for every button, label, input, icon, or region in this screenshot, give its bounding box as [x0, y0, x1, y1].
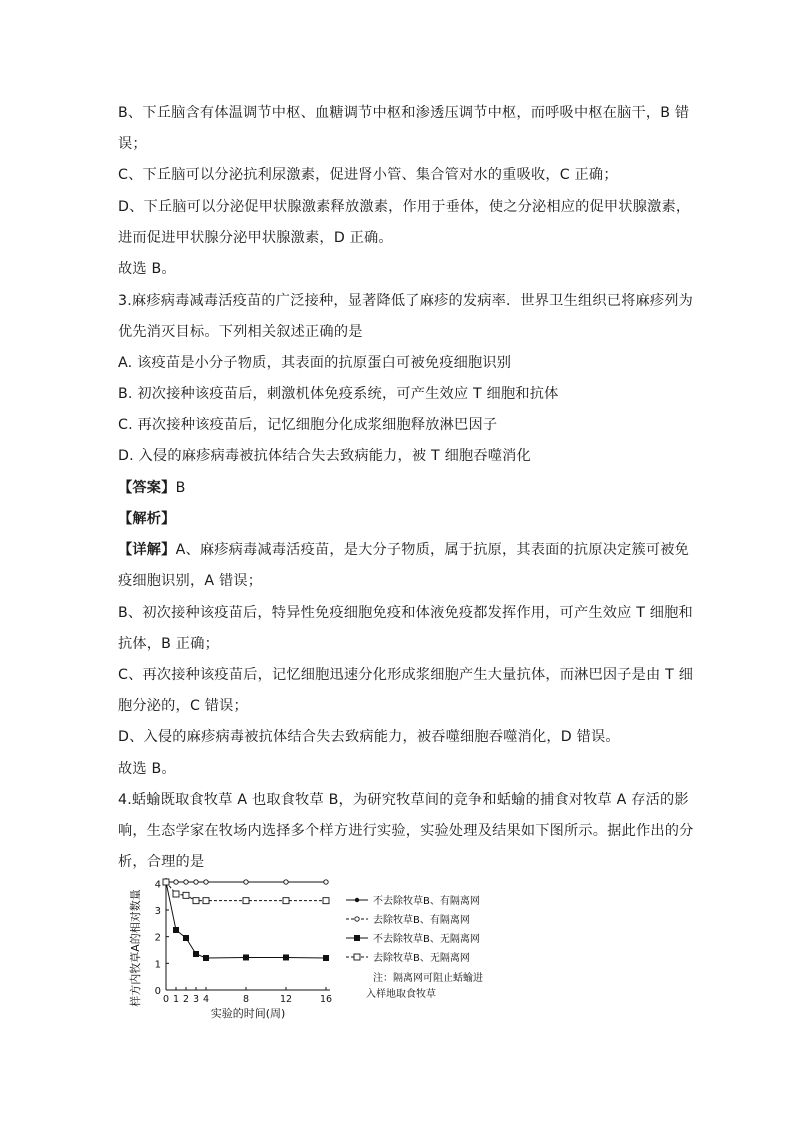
text-line [118, 103, 689, 123]
y-tick-label: 0 [154, 986, 161, 997]
data-point [324, 880, 328, 884]
data-point [204, 880, 208, 884]
x-tick-label: 1 [172, 994, 180, 1005]
text-line [118, 790, 689, 810]
text-line [118, 852, 204, 872]
line-content: 析，合理的是 [118, 854, 205, 870]
y-axis-label: 样方内牧草A的相对数量 [129, 889, 142, 1007]
legend-label: 去除牧草B、无隔离网 [373, 953, 470, 964]
legend-label: 不去除牧草B、无隔离网 [373, 934, 480, 945]
x-axis-label: 实验的时间(周) [210, 1007, 286, 1020]
text-line [118, 540, 689, 560]
y-tick-label: 4 [154, 879, 161, 891]
line-content: 疫细胞识别，A 错误； [118, 573, 263, 589]
data-point [193, 898, 199, 904]
data-point [194, 880, 198, 884]
line-content: A. 该疫苗是小分子物质，其表面的抗原蛋白可被免疫细胞识别 [118, 355, 512, 371]
data-point [323, 955, 329, 961]
line-content: 3.麻疹病毒减毒活疫苗的广泛接种，显著降低了麻疹的发病率．世界卫生组织已将麻疹列为 [118, 293, 694, 309]
line-content: B、初次接种该疫苗后，特异性免疫细胞免疫和体液免疫都发挥作用，可产生效应 T 细胞和 [118, 605, 693, 621]
data-point [203, 898, 209, 904]
line-content: 进而促进甲状腺分泌甲状腺激素，D 正确。 [118, 230, 393, 246]
line-content: D. 入侵的麻疹病毒被抗体结合失去致病能力，被 T 细胞吞噬消化 [118, 448, 531, 464]
text-line [118, 197, 690, 217]
chart-axes [128, 878, 332, 1020]
y-tick-label: 1 [154, 959, 161, 971]
line-content: A、麻疹病毒减毒活疫苗，是大分子物质，属于抗原，其表面的抗原决定簇可被免 [175, 542, 690, 558]
text-line [118, 165, 618, 185]
section-heading: 【解析】 [118, 511, 176, 527]
line-content: C. 再次接种该疫苗后，记忆细胞分化成浆细胞释放淋巴因子 [118, 417, 498, 433]
x-tick-label: 16 [319, 994, 333, 1005]
x-tick-label: 2 [182, 994, 190, 1005]
line-content: B、下丘脑含有体温调节中枢、血糖调节中枢和渗透压调节中枢，而呼吸中枢在脑干，B 错 [118, 105, 690, 121]
line-content: 胞分泌的，C 错误； [118, 698, 248, 714]
data-point [174, 880, 178, 884]
data-point [283, 954, 289, 960]
text-line [118, 291, 693, 311]
text-line [118, 696, 248, 716]
line-content: 故选 B。 [118, 761, 176, 777]
line-chart [128, 874, 528, 1030]
data-point [203, 955, 209, 961]
data-point [184, 880, 188, 884]
text-line [118, 603, 693, 623]
text-line [118, 134, 147, 154]
text-line [118, 727, 620, 747]
data-point [183, 935, 189, 941]
y-tick-label: 3 [154, 906, 161, 917]
data-point [354, 954, 360, 960]
text-line [118, 446, 531, 466]
x-tick-label: 4 [202, 994, 210, 1005]
data-point [183, 892, 189, 898]
legend-label: 去除牧草B、有隔离网 [373, 915, 470, 926]
section-heading: 【详解】 [118, 542, 176, 558]
series-line [166, 882, 326, 958]
text-line [118, 821, 694, 841]
text-line [118, 509, 176, 529]
chart-note: 入样地取食牧草 [366, 989, 436, 1000]
x-tick-label: 0 [162, 994, 170, 1005]
text-line [118, 571, 262, 591]
text-line [118, 478, 186, 498]
x-tick-label: 3 [192, 994, 200, 1005]
line-content: 优先消灭目标。下列相关叙述正确的是 [118, 324, 363, 340]
line-content: D、入侵的麻疹病毒被抗体结合失去致病能力，被吞噬细胞吞噬消化，D 错误。 [118, 729, 620, 745]
text-line [118, 322, 363, 342]
data-point [323, 898, 329, 904]
text-line [118, 228, 393, 248]
line-content: B. 初次接种该疫苗后，刺激机体免疫系统，可产生效应 T 细胞和抗体 [118, 386, 559, 402]
line-content: 故选 B。 [118, 261, 176, 277]
line-content: C、下丘脑可以分泌抗利尿激素，促进肾小管、集合管对水的重吸收，C 正确； [118, 167, 618, 183]
data-point [173, 891, 179, 897]
line-content: 响，生态学家在牧场内选择多个样方进行实验，实验处理及结果如下图所示。据此作出的分 [118, 823, 694, 839]
text-line [118, 759, 176, 779]
line-content: C、再次接种该疫苗后，记忆细胞迅速分化形成浆细胞产生大量抗体，而淋巴因子是由 T 细 [118, 667, 694, 683]
data-point [244, 880, 248, 884]
y-tick-label: 2 [154, 932, 161, 944]
data-point [354, 935, 360, 941]
text-line [118, 634, 219, 654]
data-point [283, 898, 289, 904]
data-point [355, 917, 359, 921]
line-content: 误； [118, 136, 147, 152]
line-content: 4.蛞蝓既取食牧草 A 也取食牧草 B，为研究牧草间的竞争和蛞蝓的捕食对牧草 A 存活的影 [118, 792, 689, 808]
text-line [118, 353, 511, 373]
data-point [163, 879, 169, 885]
data-point [284, 880, 288, 884]
data-point [193, 951, 199, 957]
line-content: D、下丘脑可以分泌促甲状腺激素释放激素，作用于垂体，使之分泌相应的促甲状腺激素， [118, 199, 691, 215]
data-point [173, 927, 179, 933]
line-content: 抗体，B 正确； [118, 636, 219, 652]
chart-note: 注：隔离网可阻止蛞蝓进 [373, 973, 483, 984]
x-tick-label: 12 [279, 994, 293, 1005]
legend-label: 不去除牧草B、有隔离网 [373, 896, 480, 907]
text-line [118, 259, 176, 279]
text-line [118, 415, 497, 435]
data-point [355, 898, 359, 902]
x-tick-label: 8 [242, 994, 250, 1005]
data-point [243, 954, 249, 960]
chart-series [163, 879, 329, 961]
text-line [118, 665, 693, 685]
chart-legend [346, 894, 483, 1000]
data-point [243, 898, 249, 904]
section-heading: 【答案】 [118, 480, 176, 496]
line-content: B [175, 480, 186, 496]
text-line [118, 384, 559, 404]
